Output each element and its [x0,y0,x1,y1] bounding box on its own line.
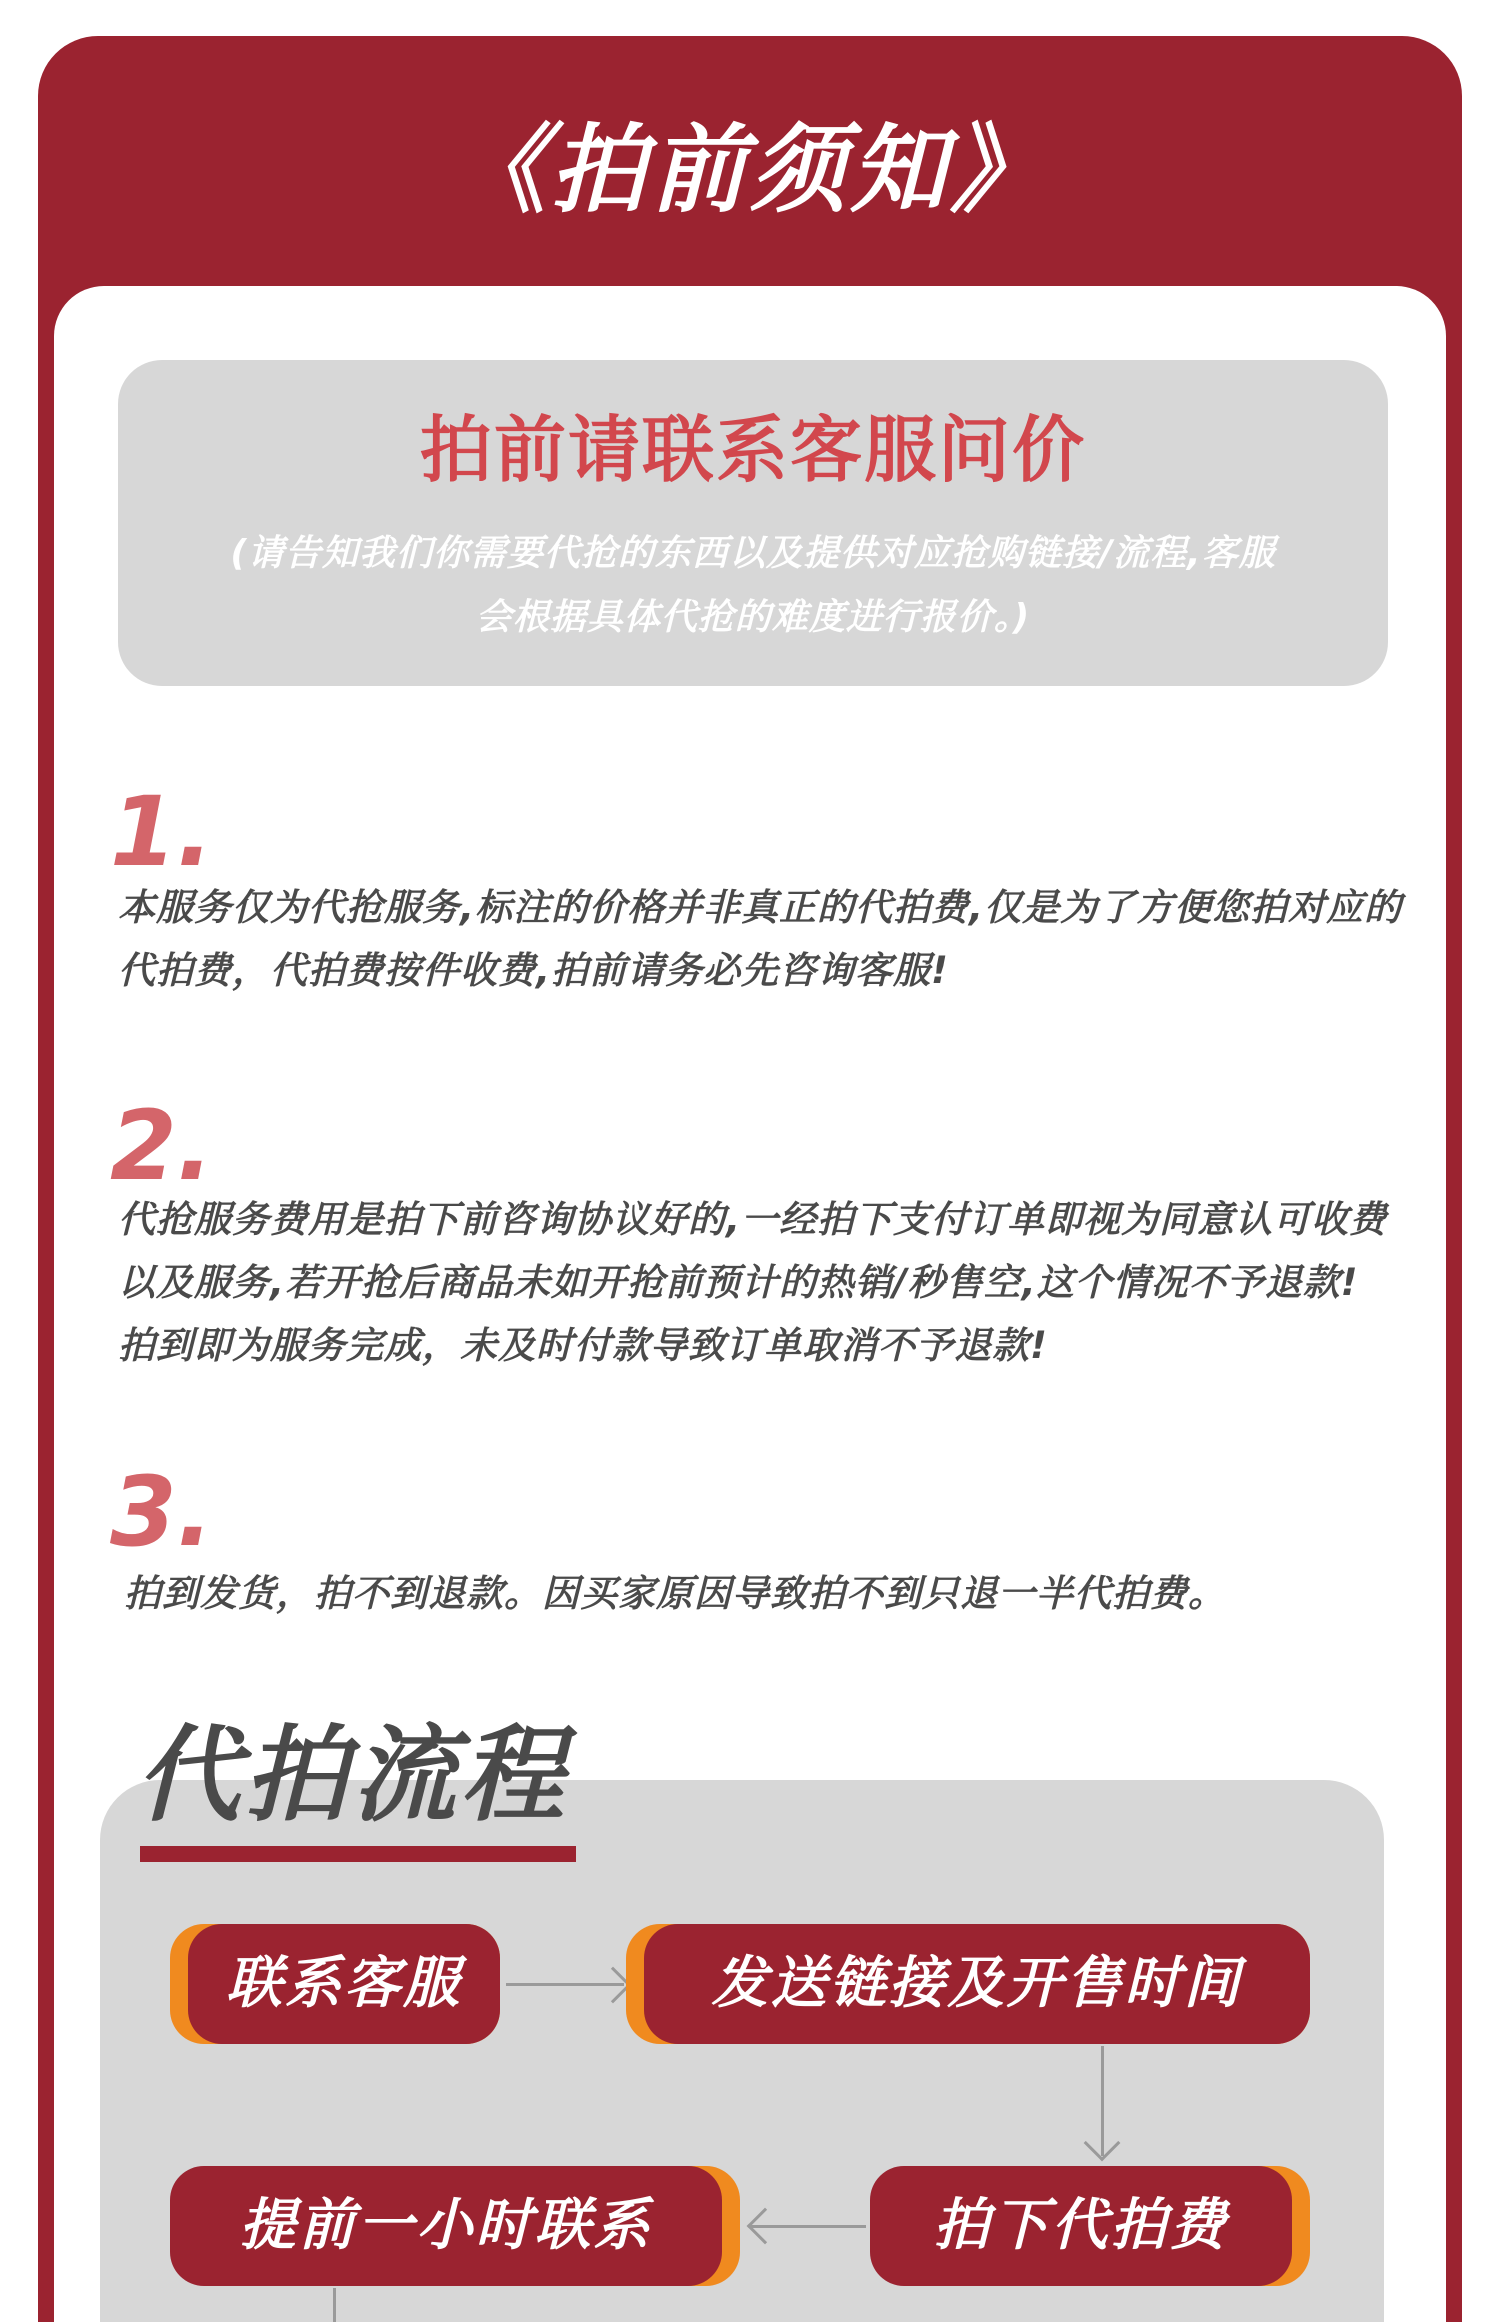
rule-text-1: 本服务仅为代抢服务,标注的价格并非真正的代拍费,仅是为了方便您拍对应的代拍费，代拍费按件收费,拍前请务必先咨询客服! [118,886,1403,992]
step-pay-fee [870,2166,1310,2286]
process-title: 代拍流程 [136,1714,569,1836]
process-title-underline [140,1846,576,1862]
step-label: 联系客服 [188,1924,500,2044]
rule-text-3: 拍到发货，拍不到退款。因买家原因导致拍不到只退一半代拍费。 [124,1572,1226,1615]
step-send-link [626,1924,1310,2044]
page-title: 《拍前须知》 [450,114,1050,226]
rule-number-1: 1. [110,776,214,888]
rule-number-2: 2. [110,1090,214,1202]
step-label: 发送链接及开售时间 [644,1924,1310,2044]
notice-subtitle: (请告知我们你需要代抢的东西以及提供对应抢购链接/流程,客服会根据具体代抢的难度进行报价。) [230,533,1276,638]
rule-number-3: 3. [110,1456,214,1568]
rule-text-2: 代抢服务费用是拍下前咨询协议好的,一经拍下支付订单即视为同意认可收费以及服务,若开抢后商品未如开抢前预计的热销/秒售空,这个情况不予退款! 拍到即为服务完成，未及时付款导致订单取消不予退款! [118,1198,1397,1367]
step-contact-ahead [170,2166,740,2286]
step-contact-service [170,1924,500,2044]
step-label: 拍下代拍费 [870,2166,1292,2286]
step-label: 提前一小时联系 [170,2166,722,2286]
arrow-down-continuation [333,2288,336,2322]
notice-title: 拍前请联系客服问价 [419,408,1086,492]
